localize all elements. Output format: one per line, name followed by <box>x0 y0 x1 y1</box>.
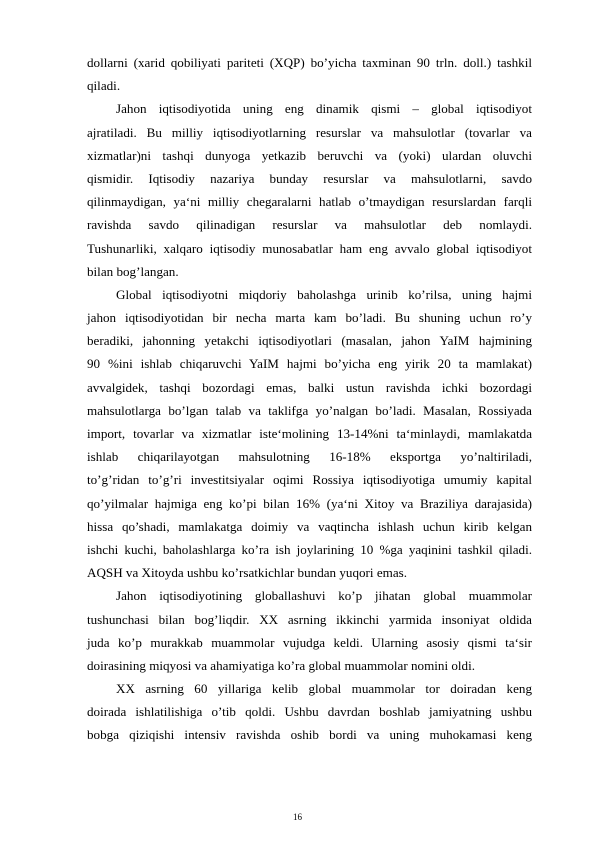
text-line: hissa qo’shadi, mamlakatga doimiy va vaqtincha ishlash uchun kirib kelgan <box>87 518 532 534</box>
document-body <box>87 51 532 747</box>
text-line: dollarni (xarid qobiliyati pariteti (XQP) bo’yicha taxminan 90 trln. doll.) tashkil <box>87 55 532 70</box>
text-line: ishlab chiqarilayotgan mahsulotning 16-18% eksportga yo’naltiriladi, <box>87 449 532 465</box>
text-line: Tushunarliki, xalqaro iqtisodiy munosabatlar ham eng avvalo global iqtisodiyot <box>87 240 532 256</box>
text-line: mahsulotlarga bo’lgan talab va taklifga yo’nalgan bo’ladi. Masalan, Rossiyada <box>87 402 532 418</box>
paragraph <box>87 51 532 97</box>
text-line: jahon iqtisodiyotidan bir necha marta kam bo’ladi. Bu shuning uchun ro’y <box>87 310 532 326</box>
text-line: avvalgidek, tashqi bozordagi emas, balki ustun ravishda ichki bozordagi <box>87 379 532 395</box>
text-line: to’g’ridan to’g’ri investitsiyalar oqimi Rossiya iqtisodiyotiga umumiy kapital <box>87 472 532 488</box>
text-line: ravishda savdo qilinadigan resurslar va mahsulotlar deb nomlaydi. <box>87 217 532 233</box>
text-line: qiladi. <box>87 78 121 94</box>
text-line: beradiki, jahonning yetakchi iqtisodiyotlari (masalan, jahon YaIM hajmining <box>87 333 532 349</box>
text-line: bobga qiziqishi intensiv ravishda oshib bordi va uning muhokamasi keng <box>87 727 532 743</box>
text-line: juda ko’p murakkab muammolar vujudga keldi. Ularning asosiy qismi ta‘sir <box>87 634 532 650</box>
text-line: ishchi kuchi, baholashlarga ko’ra ish joylarining 10 %ga yaqinini tashkil qiladi. <box>87 541 532 557</box>
text-line: Jahon iqtisodiyotida uning eng dinamik qismi – global iqtisodiyot <box>116 101 532 117</box>
text-line: XX asrning 60 yillariga kelib global muammolar tor doiradan keng <box>116 681 532 697</box>
text-line: qismidir. Iqtisodiy nazariya bunday resurslar va mahsulotlarni, savdo <box>87 170 532 186</box>
text-line: ajratiladi. Bu milliy iqtisodiyotlarning resurslar va mahsulotlar (tovarlar va <box>87 124 532 140</box>
text-line: 90 %ini ishlab chiqaruvchi YaIM hajmi bo’yicha eng yirik 20 ta mamlakat) <box>87 356 532 372</box>
text-line: qo’yilmalar hajmiga eng ko’pi bilan 16% (ya‘ni Xitoy va Braziliya darajasida) <box>87 495 532 511</box>
paragraph <box>87 97 532 283</box>
text-line: doirasining miqyosi va ahamiyatiga ko’ra global muammolar nomini oldi. <box>87 657 476 673</box>
text-line: doirada ishlatilishiga o’tib qoldi. Ushbu davrdan boshlab jamiyatning ushbu <box>87 704 532 720</box>
paragraph <box>87 584 532 677</box>
paragraph <box>87 677 532 747</box>
page-number: 16 <box>293 812 302 822</box>
text-line: xizmatlar)ni tashqi dunyoga yetkazib beruvchi va (yoki) ulardan oluvchi <box>87 147 532 163</box>
text-line: Jahon iqtisodiyotining globallashuvi ko’p jihatan global muammolar <box>116 588 532 604</box>
text-line: bilan bog’langan. <box>87 263 179 279</box>
text-line: import, tovarlar va xizmatlar iste‘molining 13-14%ni ta‘minlaydi, mamlakatda <box>87 426 532 441</box>
text-line: tushunchasi bilan bog’liqdir. XX asrning ikkinchi yarmida insoniyat oldida <box>87 611 532 627</box>
text-line: AQSH va Xitoyda ushbu ko’rsatkichlar bundan yuqori emas. <box>87 565 408 581</box>
paragraph <box>87 283 532 584</box>
text-line: qilinmaydigan, ya‘ni milliy chegaralarni hatlab o’tmaydigan resurslardan farqli <box>87 194 532 210</box>
text-line: Global iqtisodiyotni miqdoriy baholashga urinib ko’rilsa, uning hajmi <box>116 286 532 302</box>
